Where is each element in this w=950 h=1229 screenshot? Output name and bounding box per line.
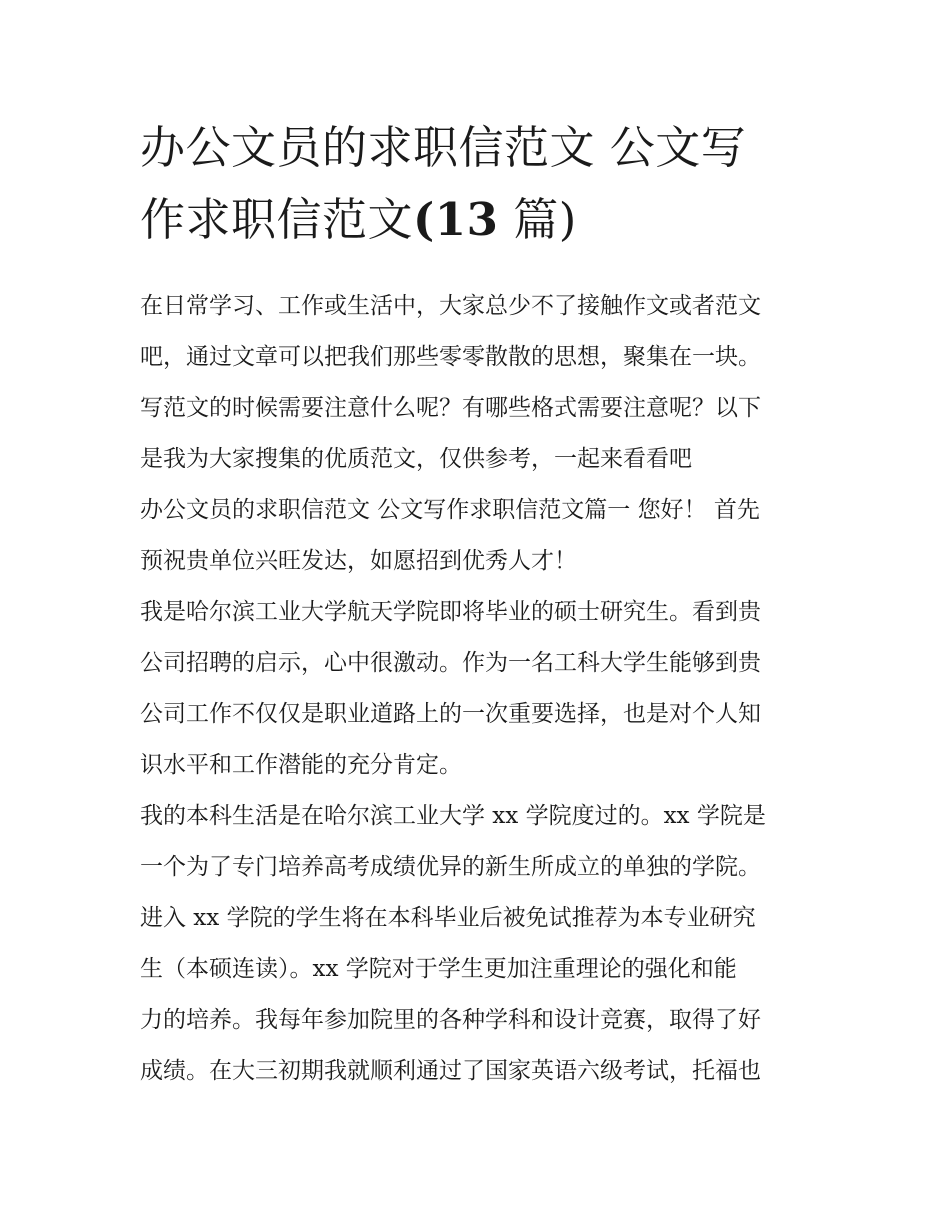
- title-line-2-suffix: 篇): [498, 193, 577, 246]
- paragraph-intro: [140, 281, 830, 485]
- text-line: 预祝贵单位兴旺发达，如愿招到优秀人才！: [140, 548, 577, 574]
- title-line-2-prefix: 作求职信范文: [140, 193, 414, 246]
- text-line: 一个为了专门培养高考成绩优异的新生所成立的单独的学院。: [140, 854, 761, 880]
- paragraph-education: [140, 791, 830, 1097]
- text-line: 我的本科生活是在哈尔滨工业大学 xx 学院度过的。xx 学院是: [140, 803, 766, 829]
- text-line: 公司工作不仅仅是职业道路上的一次重要选择，也是对个人知: [140, 701, 761, 727]
- text-line: 写范文的时候需要注意什么呢？有哪些格式需要注意呢？以下: [140, 395, 761, 421]
- title-line-2: [140, 184, 820, 256]
- text-line: 公司招聘的启示，心中很激动。作为一名工科大学生能够到贵: [140, 650, 761, 676]
- text-line: 进入 xx 学院的学生将在本科毕业后被免试推荐为本专业研究: [140, 905, 756, 931]
- text-line: 办公文员的求职信范文 公文写作求职信范文篇一 您好！ 首先: [140, 497, 760, 523]
- text-line: 生（本硕连读）。xx 学院对于学生更加注重理论的强化和能: [140, 956, 737, 982]
- text-line: 成绩。在大三初期我就顺利通过了国家英语六级考试，托福也: [140, 1058, 761, 1084]
- document-body: [140, 281, 830, 1097]
- text-line: 力的培养。我每年参加院里的各种学科和设计竞赛，取得了好: [140, 1007, 761, 1033]
- document-title: [140, 112, 820, 256]
- text-line: 在日常学习、工作或生活中，大家总少不了接触作文或者范文: [140, 293, 761, 319]
- text-line: 吧，通过文章可以把我们那些零零散散的思想，聚集在一块。: [140, 344, 761, 370]
- paragraph-greeting: [140, 485, 830, 587]
- text-line: 识水平和工作潜能的充分肯定。: [140, 752, 462, 778]
- paragraph-introduction: [140, 587, 830, 791]
- text-line: 是我为大家搜集的优质范文，仅供参考，一起来看看吧: [140, 446, 692, 472]
- title-count: (13: [413, 193, 499, 246]
- text-line: 我是哈尔滨工业大学航天学院即将毕业的硕士研究生。看到贵: [140, 599, 761, 625]
- title-line-1: 办公文员的求职信范文 公文写: [140, 121, 747, 174]
